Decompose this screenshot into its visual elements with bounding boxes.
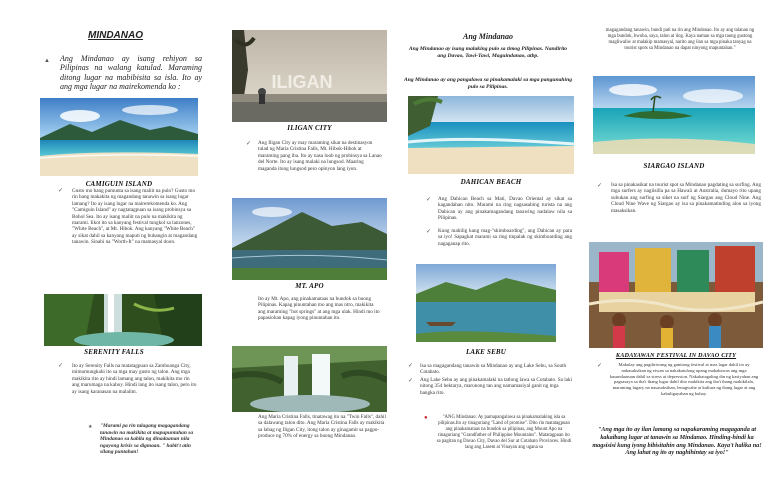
iligan-caption: ILIGAN CITY [287,124,332,132]
camiguin-text: Gusto mo bang pumunta sa isang maliit na pulo? Gusto mo rin bang makakita ng magandang tanawin sa isang lugar lamang? Ito ay isang lugar na mairerekomenda ko. Ang "Camiguin Island" ay nagtatagpuan sa isang probinsya sa Bohol Sea. Ito ay isang maliit na pulo na makikita ng marami. Iikot ito sa kanyang festival tungkol sa lanzones, "White Beach", at Mt. Hibok. Ang kanyang "White Beach" ay sikat dahil sa kanyang maputi ng buhangin at magandang tanawin. Sinabi na "Worth-It" na mamasyal doon. [72,188,198,246]
column-2 [222,0,392,503]
lake-sebu-image [416,264,556,342]
check-bullet-icon-9: ✓ [597,363,603,369]
check-bullet-icon-7: ✓ [408,378,414,384]
lake-sebu-text-2: Ang Lake Sebu ay ang pinakamalaki na tatlong lawa sa Cotabato. Sa laki nitong 354 hektarya, marunong tan ang namamasiyal ganit ng mga bangka rito. [420,377,572,396]
siargao-island-image [593,76,755,154]
iligan-sign-text: ILIGAN [271,72,333,92]
camiguin-island-image [40,98,198,176]
serenity-text: Ito ay Serenity Falls na matatagpuan sa Zamboanga City, mimumungkahi ito sa mga may gusto ng talon. Ang mga makikita rito ay hindi lamang ang talon, makikita mo rin ang marumaga na kahoy. Hindi lang ito isang talon, pero ito ay isang karanasan na malalim. [72,363,197,395]
star-bullet-icon: ★ [88,425,93,430]
mt-apo-image [232,198,387,280]
col4-top-text: magagandang tanawin, bundi pati na rin ang Mindanao. Ito ay ang talanan ng mga bundok, bwoba, saya, talon at ilog. Kaya naman sa mga taong gustong magliwaliw at malakip mamasyal, narito ang ilan sa mga pinaka tanyag na tourist spots sa Mindanao na dapat ninyong mapuntahan." [605,28,755,51]
ang-mindanao-heading: Ang Mindanao [462,32,514,41]
iligan-city-image [232,30,387,122]
lake-sebu-text-1: Isa sa magagandang tanawin sa Mindanao ay ang Lake Sebu, sa South Cotabato. [420,363,567,376]
dahican-caption: DAHICAN BEACH [460,178,522,186]
dahican-text-2: Kung mahilig kang mag-"skimboarding", ang Dahican ay para sa iyo! Sapagkat marami sa ring tinpalak ng skimboarding ang nagaganap rito. [438,228,572,247]
kadayawan-festival-image [589,242,763,348]
check-bullet-icon-8: ✓ [597,183,603,189]
column-3 [398,0,578,503]
dahican-text-1: Ang Dahican Beach sa Mati, Davao Oriental ay sikat sa kagandahan nito. Marami na ring nagsasabing turista na ang Dahican ay ang pinakamagandang tanawing nadalaw nila sa Pilipinas. [438,196,572,222]
kadayawan-caption: KADAYAWAN FESTIVAL IN DAVAO CITY [615,352,737,359]
kadayawan-text: Makulay ang pagdiriwang ng ganitong festival at mas lagar dahil ito ay nakasaksikan ng eiwan sa nakakatulong upang makabawas ang mga kasundaaruan dahil sa stress at depression. Nakakatagaling din ng kasiyahan ang pagsasaya sa iba't ibang lugar dahil dito makikita ang iba't ibang makikilala, maraming lugary na nasasaksihan, lenagwahe at kultura ng ibang lugar at ang kabuligayahan ng buhay. [609,362,759,396]
lake-sebu-caption: LAKE SEBU [465,348,507,356]
check-bullet-icon-5: ✓ [426,229,432,235]
maria-cristina-text: Ang Maria Cristina Falls, tinatawag ito na "Twin Falls", dahil sa dalawang talon dito. Ang Maria Cristina Falls ay makikita sa labag ng Iligan City, itong talon ay ginagamit sa pagpo-produce ng 70% of energy sa buong Mindanao. [258,414,386,440]
mt-apo-text: Ito ay Mt. Apo, ang pinakamataas na bundok sa buong Pilipinas. Kapag pinuntahan mo ang mas ntro, makikita ang maraming "hot springs" at ang mga ulak. Hindi mo ito papasiohan kapag iyong pinuntahan ito. [258,296,380,322]
siargao-caption: SIARGAO ISLAND [643,162,705,170]
check-bullet-icon-3: ✓ [246,141,252,147]
maria-cristina-falls-image [232,346,387,412]
pin-bullet-icon: ● [424,415,428,421]
column-1 [0,0,210,503]
serenity-falls-image [44,294,202,346]
mindanao-apo-quote: "ANG Mindanao: Ay pamapangalawa sa pinakamalaking isla sa pilipinas.Ito ay tinaguriang "Land of promise". Dito rin matatagpuan ang pinakamataas na bundok sa pilipinas, ang Mount Apo na tinaguriang "Grandfather of Philippine Mountains". Matatagpuan ito sa pagitan ng Davao City, Davao del Sur at Cotabato Provinces. Hindi lang ang Lasem at Vinayan ang ugana sa [436,415,572,450]
dahican-beach-image [408,96,574,174]
check-bullet-icon: ✓ [58,188,64,194]
mindanao-subheading-2: Ang Mindanao ay ang pangalawa sa pinakamalaki sa mga pangunahing pulo sa Pilipinas. [403,77,572,91]
serenity-caption: SERENITY FALLS [84,348,144,356]
check-bullet-icon-2: ✓ [58,363,64,369]
column-4 [585,0,768,503]
camiguin-caption: CAMIGUIN ISLAND [85,180,153,188]
check-bullet-icon-6: ✓ [408,363,414,369]
mt-apo-caption: MT. APO [295,282,324,290]
closing-quote: "Ang mga ito ay ilan lamang sa napakaraming magaganda at kakaibang lugar at tanawin sa Mindanao. Hinding-hindi ka magsisisi kung iyong bibisitahin ang Mindanao. Kaya't halika na! Ang lahat ng ito ay naghihintay sa iyo!" [592,426,762,457]
intro-text: Ang Mindanao ay isang rehiyon sa Pilipinas na walang katulad. Maraming ditong lugar na mabibisita sa isla. Ito ay ang mga lugar na mairekomenda ko : [60,54,202,91]
mindanao-subheading-1: Ang Mindanao ay isang malaking pulo sa timog Pilipinas. Nandirito ang Davao, Tawi-Tawi, Maguindanao, atbp. [408,46,568,60]
mindanao-heading: MINDANAO [88,30,143,41]
check-bullet-icon-4: ✓ [426,197,432,203]
siargao-text: Isa sa pinakasikat na tourist spot sa Mindanao pagdating sa surfing. Ang mga surfers ay nagiisilla pa sa Hawaii at Australia, dumayo rito upang subukan ang surfing sa siket na surf ng Siargao ang Cloud Nine. Ang Cloud Nine Wave ng Siargao ay isa sa pinakamatinding alon sa iyong masaksikan. [611,182,761,214]
serenity-quote: "Marami pa rin talagang magagandang tanawin na makikita at mapupuntahan sa Mindanao sa kabila ng dinadaanan nila ngayong krisis sa digmaan. " habit't atin silang puntahan! [100,423,194,456]
iligan-text: Ang Iligan City ay may maraming sikat na destinasyon tulad ng Maria Cristina Falls, Mt. Hibok-Hibok at maraming pang iba. Ito ay nasa loob ng probinsya sa Lanao del Norte. Ito ay isang malaki na lungsod. Maaring maganda itong lungsod pero opinyon lang iyon. [258,140,382,172]
arrow-bullet-icon: ▲ [44,58,50,64]
